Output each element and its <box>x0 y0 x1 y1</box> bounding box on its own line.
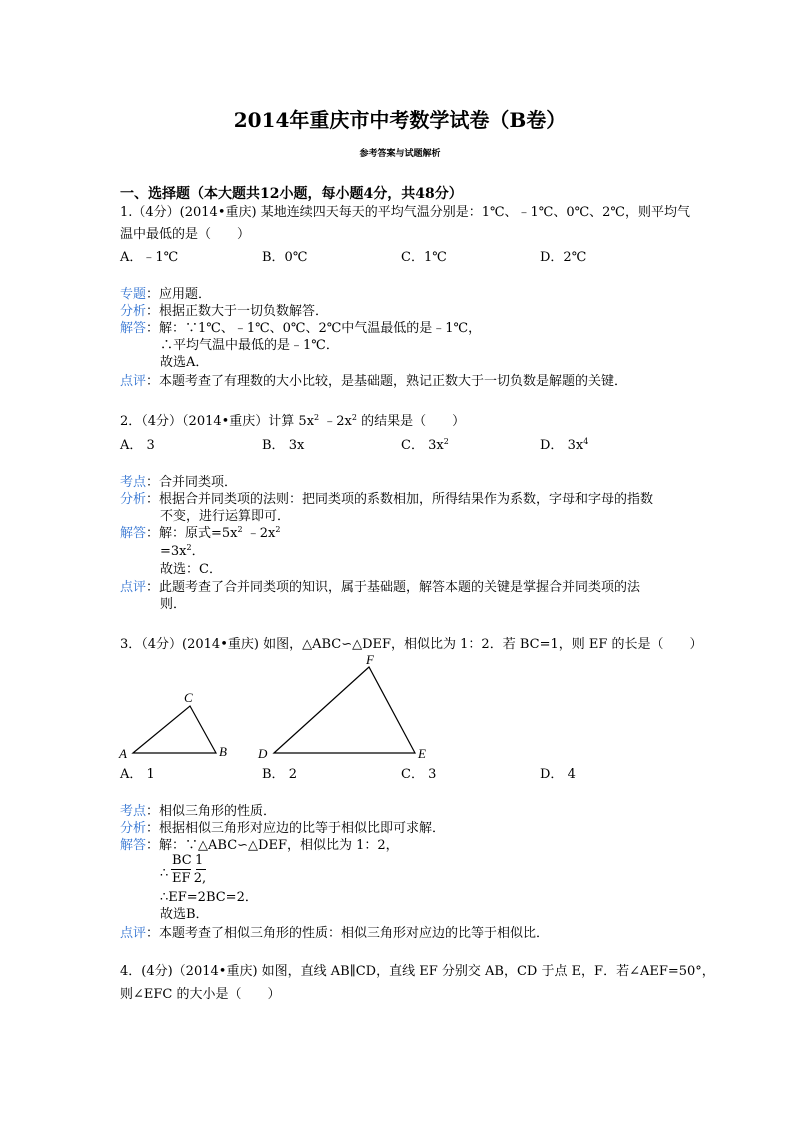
frac-den-2: 2 <box>193 871 203 886</box>
kaodian-label: 考点 <box>120 475 147 490</box>
q1-option-a: A．﹣1℃ <box>120 250 179 265</box>
q1-option-b: B．0℃ <box>262 250 308 265</box>
q2-kaodian-row <box>120 475 237 491</box>
analysis-label: 分析 <box>120 821 147 836</box>
q3-option-a <box>120 763 155 782</box>
q2-stem-post: 的结果是（ ） <box>356 414 466 429</box>
option-value: 3x <box>288 438 305 453</box>
page-subtitle: 参考答案与试题解析 <box>359 149 441 159</box>
q2-answer-line3: 故选：C． <box>160 562 222 577</box>
option-letter: D． <box>540 767 564 782</box>
q3-analysis-row <box>120 821 445 837</box>
q2-answer-exp-1: 2 <box>237 525 243 534</box>
q1-comment-row <box>120 374 627 390</box>
option-letter: C． <box>401 767 424 782</box>
q3-analysis: ：根据相似三角形对应边的比等于相似比即可求解． <box>146 821 446 836</box>
q2-answer-exp-2: 2 <box>275 525 281 534</box>
q2-stem-mid: ﹣2x <box>319 414 352 429</box>
comment-label: 点评 <box>120 580 147 595</box>
q3-option-c <box>401 763 436 782</box>
option-value: 3x <box>428 438 444 453</box>
frac-den-ef: EF <box>172 871 191 886</box>
q3-option-b <box>262 763 297 782</box>
q2-option-d <box>540 434 588 453</box>
label-e: E <box>418 746 426 761</box>
label-d: D <box>258 746 268 761</box>
q1-answer-line2: ∴平均气温中最低的是﹣1℃． <box>160 338 339 353</box>
option-value: 1 <box>146 767 155 782</box>
q2-option-c <box>401 434 449 453</box>
q3-kaodian-row <box>120 804 276 820</box>
similar-triangles-figure <box>115 650 435 765</box>
option-value: 3 <box>428 767 437 782</box>
answer-label: 解答 <box>120 321 147 336</box>
comment-label: 点评 <box>120 374 147 389</box>
frac-num-bc: BC <box>172 853 192 868</box>
option-value: 3x <box>567 438 584 453</box>
q4-stem-line1: 4．(4分)（2014•重庆) 如图，直线 AB∥CD，直线 EF 分别交 AB，CD 于点 E，F．若∠AEF=50°， <box>120 964 715 979</box>
q2-option-a <box>120 434 155 453</box>
q3-comment-row <box>120 926 549 942</box>
q4-stem-line2: 则∠EFC 的大小是（ ） <box>120 987 281 1002</box>
q2-option-b <box>262 434 304 453</box>
triangle-def <box>274 667 415 753</box>
frac-bar-left <box>171 869 191 870</box>
q3-frac-num <box>172 853 203 868</box>
q1-answer-row <box>120 321 481 337</box>
q2-exp-1: 2 <box>314 413 320 422</box>
option-letter: D． <box>540 438 564 453</box>
q2-answer-exp-3: 2 <box>186 543 192 552</box>
q1-analysis: ：根据正数大于一切负数解答． <box>146 304 329 319</box>
triangle-abc <box>133 706 216 753</box>
q3-stem: 3．（4分）(2014•重庆) 如图，△ABC∽△DEF，相似比为 1：2．若 BC=1，则 EF 的长是（ ） <box>120 637 703 652</box>
q3-option-d <box>540 763 576 782</box>
q2-kaodian: ：合并同类项． <box>146 475 238 490</box>
q3-frac-den: EF 2, <box>172 871 207 886</box>
q2-comment-line1: ：此题考查了合并同类项的知识，属于基础题，解答本题的关键是掌握合并同类项的法 <box>146 580 641 595</box>
option-value: 2 <box>288 767 297 782</box>
q1-analysis-row <box>120 304 328 320</box>
q1-topic-row <box>120 287 211 303</box>
q2-analysis-row <box>120 492 653 508</box>
q1-stem-line1: 1.（4分）(2014•重庆) 某地连续四天每天的平均气温分别是：1℃、﹣1℃、0℃、2℃，则平均气 <box>120 205 690 220</box>
q2-answer-line2-post: ． <box>191 544 205 559</box>
q1-stem-line2: 温中最低的是（ ） <box>120 227 251 242</box>
analysis-label: 分析 <box>120 492 147 507</box>
option-exp: 4 <box>583 437 589 446</box>
option-letter: A． <box>120 438 143 453</box>
q1-option-d: D．2℃ <box>540 250 587 265</box>
q2-stem-pre: 2．（4分）（2014•重庆）计算 5x <box>120 414 315 429</box>
q2-answer-line1-pre: ：解：原式=5x <box>146 526 238 541</box>
q2-answer-line2 <box>160 544 205 560</box>
q2-answer-row <box>120 526 280 542</box>
analysis-label: 分析 <box>120 304 147 319</box>
q2-stem <box>120 414 465 430</box>
section-heading: 一、选择题（本大题共12小题，每小题4分，共48分） <box>120 186 463 202</box>
q1-answer-line3: 故选A． <box>160 355 209 370</box>
q1-comment: ：本题考查了有理数的大小比较，是基础题，熟记正数大于一切负数是解题的关键． <box>146 374 628 389</box>
option-letter: B． <box>262 767 285 782</box>
q1-option-c: C．1℃ <box>401 250 447 265</box>
label-c: C <box>184 690 193 705</box>
q2-comment-row <box>120 580 640 596</box>
answer-label: 解答 <box>120 526 147 541</box>
comment-label: 点评 <box>120 926 147 941</box>
option-exp: 2 <box>443 437 449 446</box>
option-value: 3 <box>146 438 155 453</box>
topic-label: 专题 <box>120 287 147 302</box>
answer-label: 解答 <box>120 838 147 853</box>
q1-topic: ：应用题． <box>146 287 212 302</box>
q2-comment-line2: 则． <box>160 597 187 612</box>
page-title: 2014年重庆市中考数学试卷（B卷） <box>233 108 567 132</box>
q1-answer-line1: ：解：∵1℃、﹣1℃、0℃、2℃中气温最低的是﹣1℃， <box>146 321 482 336</box>
q3-answer-line3: ∴EF=2BC=2． <box>160 890 258 905</box>
frac-num-1: 1 <box>195 853 204 868</box>
kaodian-label: 考点 <box>120 804 147 819</box>
option-letter: B． <box>262 438 285 453</box>
q2-exp-2: 2 <box>351 413 357 422</box>
q3-answer-line1: ：解：∵△ABC∽△DEF，相似比为 1：2， <box>146 838 399 853</box>
option-value: 4 <box>567 767 576 782</box>
label-f: F <box>366 652 374 667</box>
q2-analysis-line1: ：根据合并同类项的法则：把同类项的系数相加，所得结果作为系数，字母和字母的指数 <box>146 492 654 507</box>
q2-analysis-line2: 不变，进行运算即可． <box>160 509 291 524</box>
q3-kaodian: ：相似三角形的性质． <box>146 804 277 819</box>
q3-comment: ：本题考查了相似三角形的性质：相似三角形对应边的比等于相似比． <box>146 926 550 941</box>
option-letter: C． <box>401 438 424 453</box>
q2-answer-line1-mid: ﹣2x <box>242 526 276 541</box>
q3-answer-row <box>120 838 399 854</box>
label-b: B <box>219 744 227 759</box>
q3-answer-line4: 故选B． <box>160 907 209 922</box>
option-letter: A． <box>120 767 143 782</box>
q3-therefore-symbol: ∴ <box>160 866 169 881</box>
label-a: A <box>119 746 127 761</box>
q2-answer-line2-pre: =3x <box>160 544 187 559</box>
frac-bar-right <box>196 869 206 870</box>
